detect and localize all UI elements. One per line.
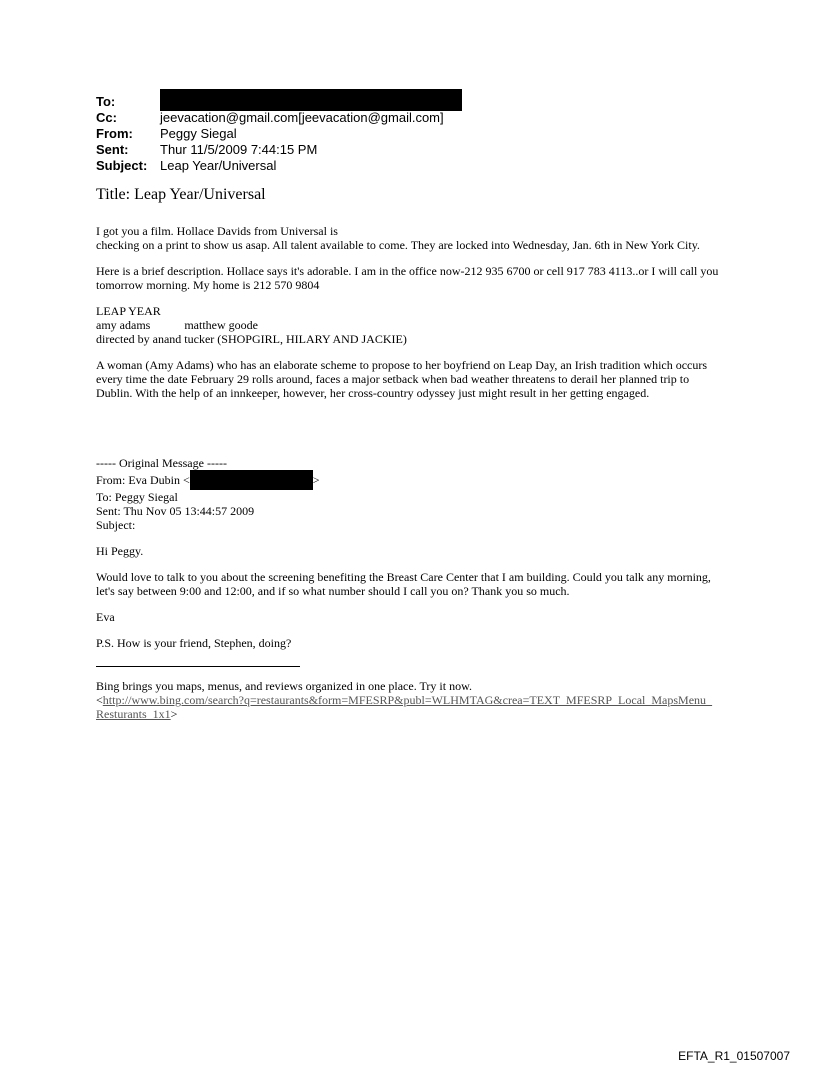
cast-line bbox=[96, 318, 724, 332]
film-title: LEAP YEAR bbox=[96, 304, 161, 318]
from-label: From: bbox=[96, 126, 133, 141]
cast-member-2: matthew goode bbox=[184, 318, 258, 332]
document-id: EFTA_R1_01507007 bbox=[678, 1049, 790, 1063]
document-title: Title: Leap Year/Universal bbox=[96, 186, 266, 203]
director-line: directed by anand tucker (SHOPGIRL, HILARY AND JACKIE) bbox=[96, 332, 407, 346]
ad-link-open: < bbox=[96, 693, 103, 707]
original-sent-line: Sent: Thu Nov 05 13:44:57 2009 bbox=[96, 504, 255, 518]
original-from-close: > bbox=[312, 473, 320, 487]
bing-search-link[interactable]: http://www.bing.com/search?q=restaurants&form=MFESRP&publ=WLHMTAG&crea=TEXT_MFESRP_Local_MapsMenu_Resturants_1x1 bbox=[96, 693, 713, 721]
redacted-email-block bbox=[190, 470, 313, 490]
original-subject-line: Subject: bbox=[96, 518, 136, 532]
original-from-line bbox=[96, 470, 724, 490]
ad-link-line bbox=[96, 693, 718, 721]
greeting: Hi Peggy. bbox=[96, 544, 144, 558]
from-value: Peggy Siegal bbox=[160, 126, 237, 141]
signature: Eva bbox=[96, 610, 115, 624]
synopsis-paragraph: A woman (Amy Adams) who has an elaborate scheme to propose to her boyfriend on Leap Day, an Irish tradition which occurs every time the date February 29 rolls around, faces a major setback when bad weather threatens to derail her planned trip to Dublin. With the help of an innkeeper, however, her cross-country odyssey just might result in her getting engaged. bbox=[96, 358, 708, 400]
sent-label: Sent: bbox=[96, 142, 129, 157]
original-message-body: Would love to talk to you about the screening benefiting the Breast Care Center that I am building. Could you talk any morning, let's say between 9:00 and 12:00, and if so what number should I call you on? Thank you so much. bbox=[96, 570, 711, 598]
sent-value: Thur 11/5/2009 7:44:15 PM bbox=[160, 142, 318, 157]
original-from-text: From: Eva Dubin < bbox=[96, 473, 190, 487]
original-message-divider: ----- Original Message ----- bbox=[96, 456, 227, 470]
postscript: P.S. How is your friend, Stephen, doing? bbox=[96, 636, 292, 650]
cc-value: jeevacation@gmail.com[jeevacation@gmail.com] bbox=[160, 110, 444, 125]
to-label: To: bbox=[96, 94, 116, 109]
subject-label: Subject: bbox=[96, 158, 148, 173]
ad-text: Bing brings you maps, menus, and reviews organized in one place. Try it now. bbox=[96, 679, 472, 693]
email-body bbox=[96, 224, 724, 721]
subject-value: Leap Year/Universal bbox=[160, 158, 277, 173]
intro-line-2: checking on a print to show us asap. All talent available to come. They are locked into Wednesday, Jan. 6th in New York City. bbox=[96, 238, 700, 252]
cast-member-1: amy adams bbox=[96, 318, 151, 332]
cc-label: Cc: bbox=[96, 110, 117, 125]
ad-link-close: > bbox=[170, 707, 178, 721]
contact-paragraph: Here is a brief description. Hollace says it's adorable. I am in the office now-212 935 6700 or cell 917 783 4113..or I will call you tomorrow morning. My home is 212 570 9804 bbox=[96, 264, 719, 292]
redacted-recipient-block bbox=[160, 89, 462, 111]
intro-line-1: I got you a film. Hollace Davids from Universal is bbox=[96, 224, 338, 238]
original-to-line: To: Peggy Siegal bbox=[96, 490, 178, 504]
